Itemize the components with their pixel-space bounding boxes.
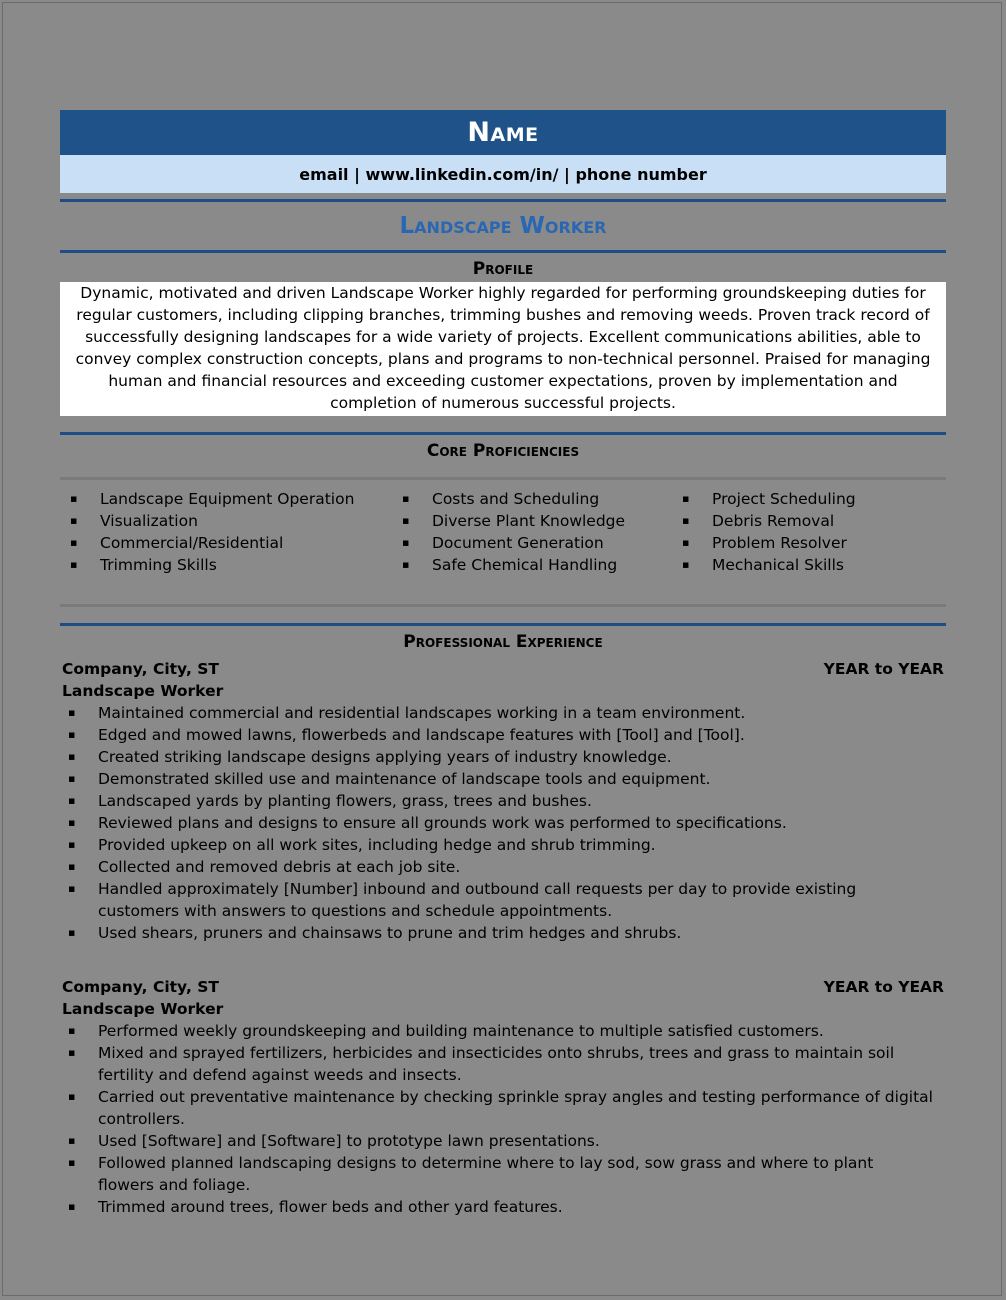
experience-heading: Professional Experience: [403, 632, 603, 652]
resume: [60, 110, 946, 1218]
list-item: ▪ Trimmed around trees, flower beds and other yard features.: [60, 1196, 946, 1218]
position-title: Landscape Worker: [62, 1000, 224, 1018]
list-item: ▪ Used [Software] and [Software] to prototype lawn presentations.: [60, 1130, 946, 1152]
proficiency-item: ▪ Document Generation: [392, 532, 672, 554]
list-item: ▪ Created striking landscape designs applying years of industry knowledge.: [60, 746, 946, 768]
list-item: ▪ Performed weekly groundskeeping and building maintenance to multiple satisfied customers.: [60, 1020, 946, 1042]
job-entry: [60, 658, 946, 944]
position-title: Landscape Worker: [62, 682, 224, 700]
proficiency-item: ▪ Debris Removal: [672, 510, 942, 532]
list-item: ▪ Demonstrated skilled use and maintenance of landscape tools and equipment.: [60, 768, 946, 790]
company-location: Company, City, ST: [62, 978, 219, 996]
list-item: ▪ Reviewed plans and designs to ensure all grounds work was performed to specifications.: [60, 812, 946, 834]
proficiency-item: ▪ Trimming Skills: [60, 554, 392, 576]
list-item: ▪ Collected and removed debris at each job site.: [60, 856, 946, 878]
proficiency-item: ▪ Visualization: [60, 510, 392, 532]
list-item: ▪ Edged and mowed lawns, flowerbeds and landscape features with [Tool] and [Tool].: [60, 724, 946, 746]
proficiency-grid: [60, 488, 946, 576]
proficiency-item: ▪ Diverse Plant Knowledge: [392, 510, 672, 532]
employment-dates: YEAR to YEAR: [823, 978, 944, 996]
company-location: Company, City, ST: [62, 660, 219, 678]
profile-text: Dynamic, motivated and driven Landscape Worker highly regarded for performing groundskeeping duties for regular customers, including clipping branches, trimming bushes and removing weeds. Proven track record of successfully designing landscapes for a wide variety of projects. Excellent communications abilities, able to convey complex construction concepts, plans and programs to non-technical personnel. Praised for managing human and financial resources and exceeding customer expectations, proven by implementation and completion of numerous successful projects.: [60, 282, 946, 416]
list-item: ▪ Provided upkeep on all work sites, including hedge and shrub trimming.: [60, 834, 946, 856]
employment-dates: YEAR to YEAR: [823, 660, 944, 678]
list-item: ▪ Followed planned landscaping designs to determine where to lay sod, sow grass and where to plant flowers and foliage.: [60, 1152, 946, 1196]
job-entry: [60, 976, 946, 1218]
list-item: ▪ Landscaped yards by planting flowers, grass, trees and bushes.: [60, 790, 946, 812]
name-header: Name: [60, 110, 946, 155]
profile-heading: Profile: [472, 259, 534, 279]
job-title: Landscape Worker: [399, 213, 607, 239]
duties-list: [60, 1020, 946, 1218]
proficiency-item: ▪ Project Scheduling: [672, 488, 942, 510]
proficiency-item: ▪ Safe Chemical Handling: [392, 554, 672, 576]
proficiency-item: ▪ Costs and Scheduling: [392, 488, 672, 510]
contact-line: email | www.linkedin.com/in/ | phone number: [60, 155, 946, 193]
core-heading: Core Proficiencies: [426, 441, 580, 461]
proficiency-item: ▪ Commercial/Residential: [60, 532, 392, 554]
list-item: ▪ Mixed and sprayed fertilizers, herbicides and insecticides onto shrubs, trees and grass to maintain soil fertility and defend against weeds and insects.: [60, 1042, 946, 1086]
list-item: ▪ Carried out preventative maintenance by checking sprinkle spray angles and testing performance of digital controllers.: [60, 1086, 946, 1130]
proficiency-column: [60, 488, 392, 576]
proficiency-item: ▪ Problem Resolver: [672, 532, 942, 554]
list-item: ▪ Handled approximately [Number] inbound and outbound call requests per day to provide existing customers with answers to questions and schedule appointments.: [60, 878, 946, 922]
proficiency-column: [672, 488, 942, 576]
proficiency-item: ▪ Landscape Equipment Operation: [60, 488, 392, 510]
list-item: ▪ Used shears, pruners and chainsaws to prune and trim hedges and shrubs.: [60, 922, 946, 944]
list-item: ▪ Maintained commercial and residential landscapes working in a team environment.: [60, 702, 946, 724]
proficiency-item: ▪ Mechanical Skills: [672, 554, 942, 576]
proficiency-column: [392, 488, 672, 576]
duties-list: [60, 702, 946, 944]
